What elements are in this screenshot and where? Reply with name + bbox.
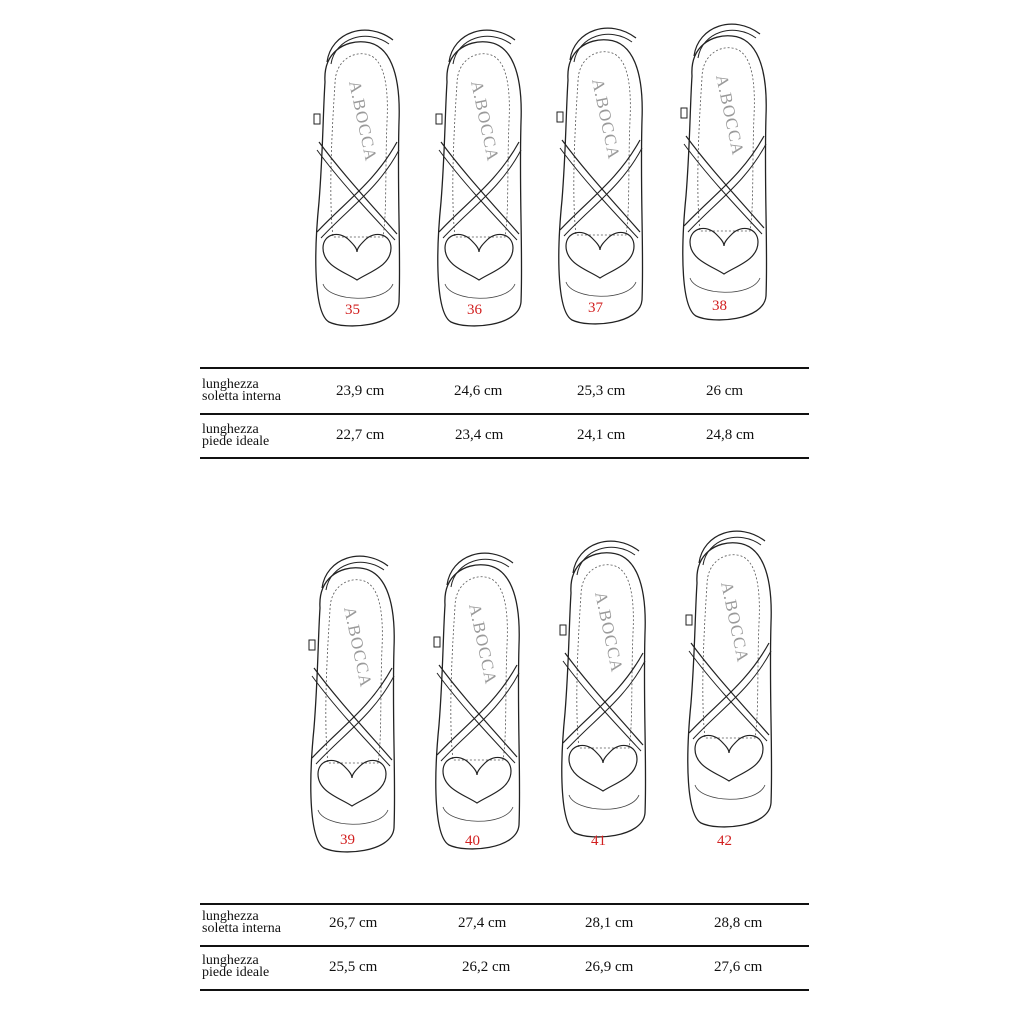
insole-length-38: 26 cm bbox=[706, 383, 744, 399]
table-middle-rule bbox=[200, 413, 809, 415]
insole-length-37: 25,3 cm bbox=[577, 383, 626, 399]
ideal-foot-length-40: 26,2 cm bbox=[462, 959, 511, 975]
insole-length-label: lunghezza soletta interna bbox=[202, 377, 281, 404]
size-label: 41 bbox=[591, 833, 606, 849]
insole-length-40: 27,4 cm bbox=[458, 915, 507, 931]
size-label: 35 bbox=[345, 302, 360, 318]
shoe-38-illustration bbox=[672, 16, 772, 326]
size-label: 42 bbox=[717, 833, 732, 849]
insole-length-label: lunghezza soletta interna bbox=[202, 909, 281, 936]
table-bottom-rule bbox=[200, 989, 809, 991]
brand-text: A.BOCCA bbox=[717, 579, 753, 665]
ideal-foot-length-label: lunghezza piede ideale bbox=[202, 953, 270, 980]
size-label: 39 bbox=[340, 832, 355, 848]
ideal-foot-length-35: 22,7 cm bbox=[336, 427, 385, 443]
brand-text: A.BOCCA bbox=[465, 601, 501, 687]
brand-text: A.BOCCA bbox=[340, 604, 376, 690]
shoe-35-illustration bbox=[305, 22, 405, 332]
table-middle-rule bbox=[200, 945, 809, 947]
ideal-foot-length-36: 23,4 cm bbox=[455, 427, 504, 443]
insole-length-41: 28,1 cm bbox=[585, 915, 634, 931]
brand-text: A.BOCCA bbox=[591, 589, 627, 675]
brand-text: A.BOCCA bbox=[467, 78, 503, 164]
shoe-42-illustration bbox=[677, 523, 777, 849]
brand-text: A.BOCCA bbox=[588, 76, 624, 162]
insole-length-35: 23,9 cm bbox=[336, 383, 385, 399]
ideal-foot-length-38: 24,8 cm bbox=[706, 427, 755, 443]
ideal-foot-length-39: 25,5 cm bbox=[329, 959, 378, 975]
table-top-rule bbox=[200, 903, 809, 905]
insole-length-42: 28,8 cm bbox=[714, 915, 763, 931]
shoe-41-illustration bbox=[551, 533, 651, 849]
insole-length-39: 26,7 cm bbox=[329, 915, 378, 931]
shoe-39-illustration bbox=[300, 548, 400, 858]
shoe-36-illustration bbox=[427, 22, 527, 332]
ideal-foot-length-42: 27,6 cm bbox=[714, 959, 763, 975]
ideal-foot-length-41: 26,9 cm bbox=[585, 959, 634, 975]
shoe-37-illustration bbox=[548, 20, 648, 330]
brand-text: A.BOCCA bbox=[712, 72, 748, 158]
ideal-foot-length-label: lunghezza piede ideale bbox=[202, 422, 270, 449]
brand-text: A.BOCCA bbox=[345, 78, 381, 164]
table-bottom-rule bbox=[200, 457, 809, 459]
size-label: 40 bbox=[465, 833, 480, 849]
ideal-foot-length-37: 24,1 cm bbox=[577, 427, 626, 443]
table-top-rule bbox=[200, 367, 809, 369]
size-label: 38 bbox=[712, 298, 727, 314]
shoe-40-illustration bbox=[425, 545, 525, 855]
size-label: 37 bbox=[588, 300, 603, 316]
size-label: 36 bbox=[467, 302, 482, 318]
insole-length-36: 24,6 cm bbox=[454, 383, 503, 399]
